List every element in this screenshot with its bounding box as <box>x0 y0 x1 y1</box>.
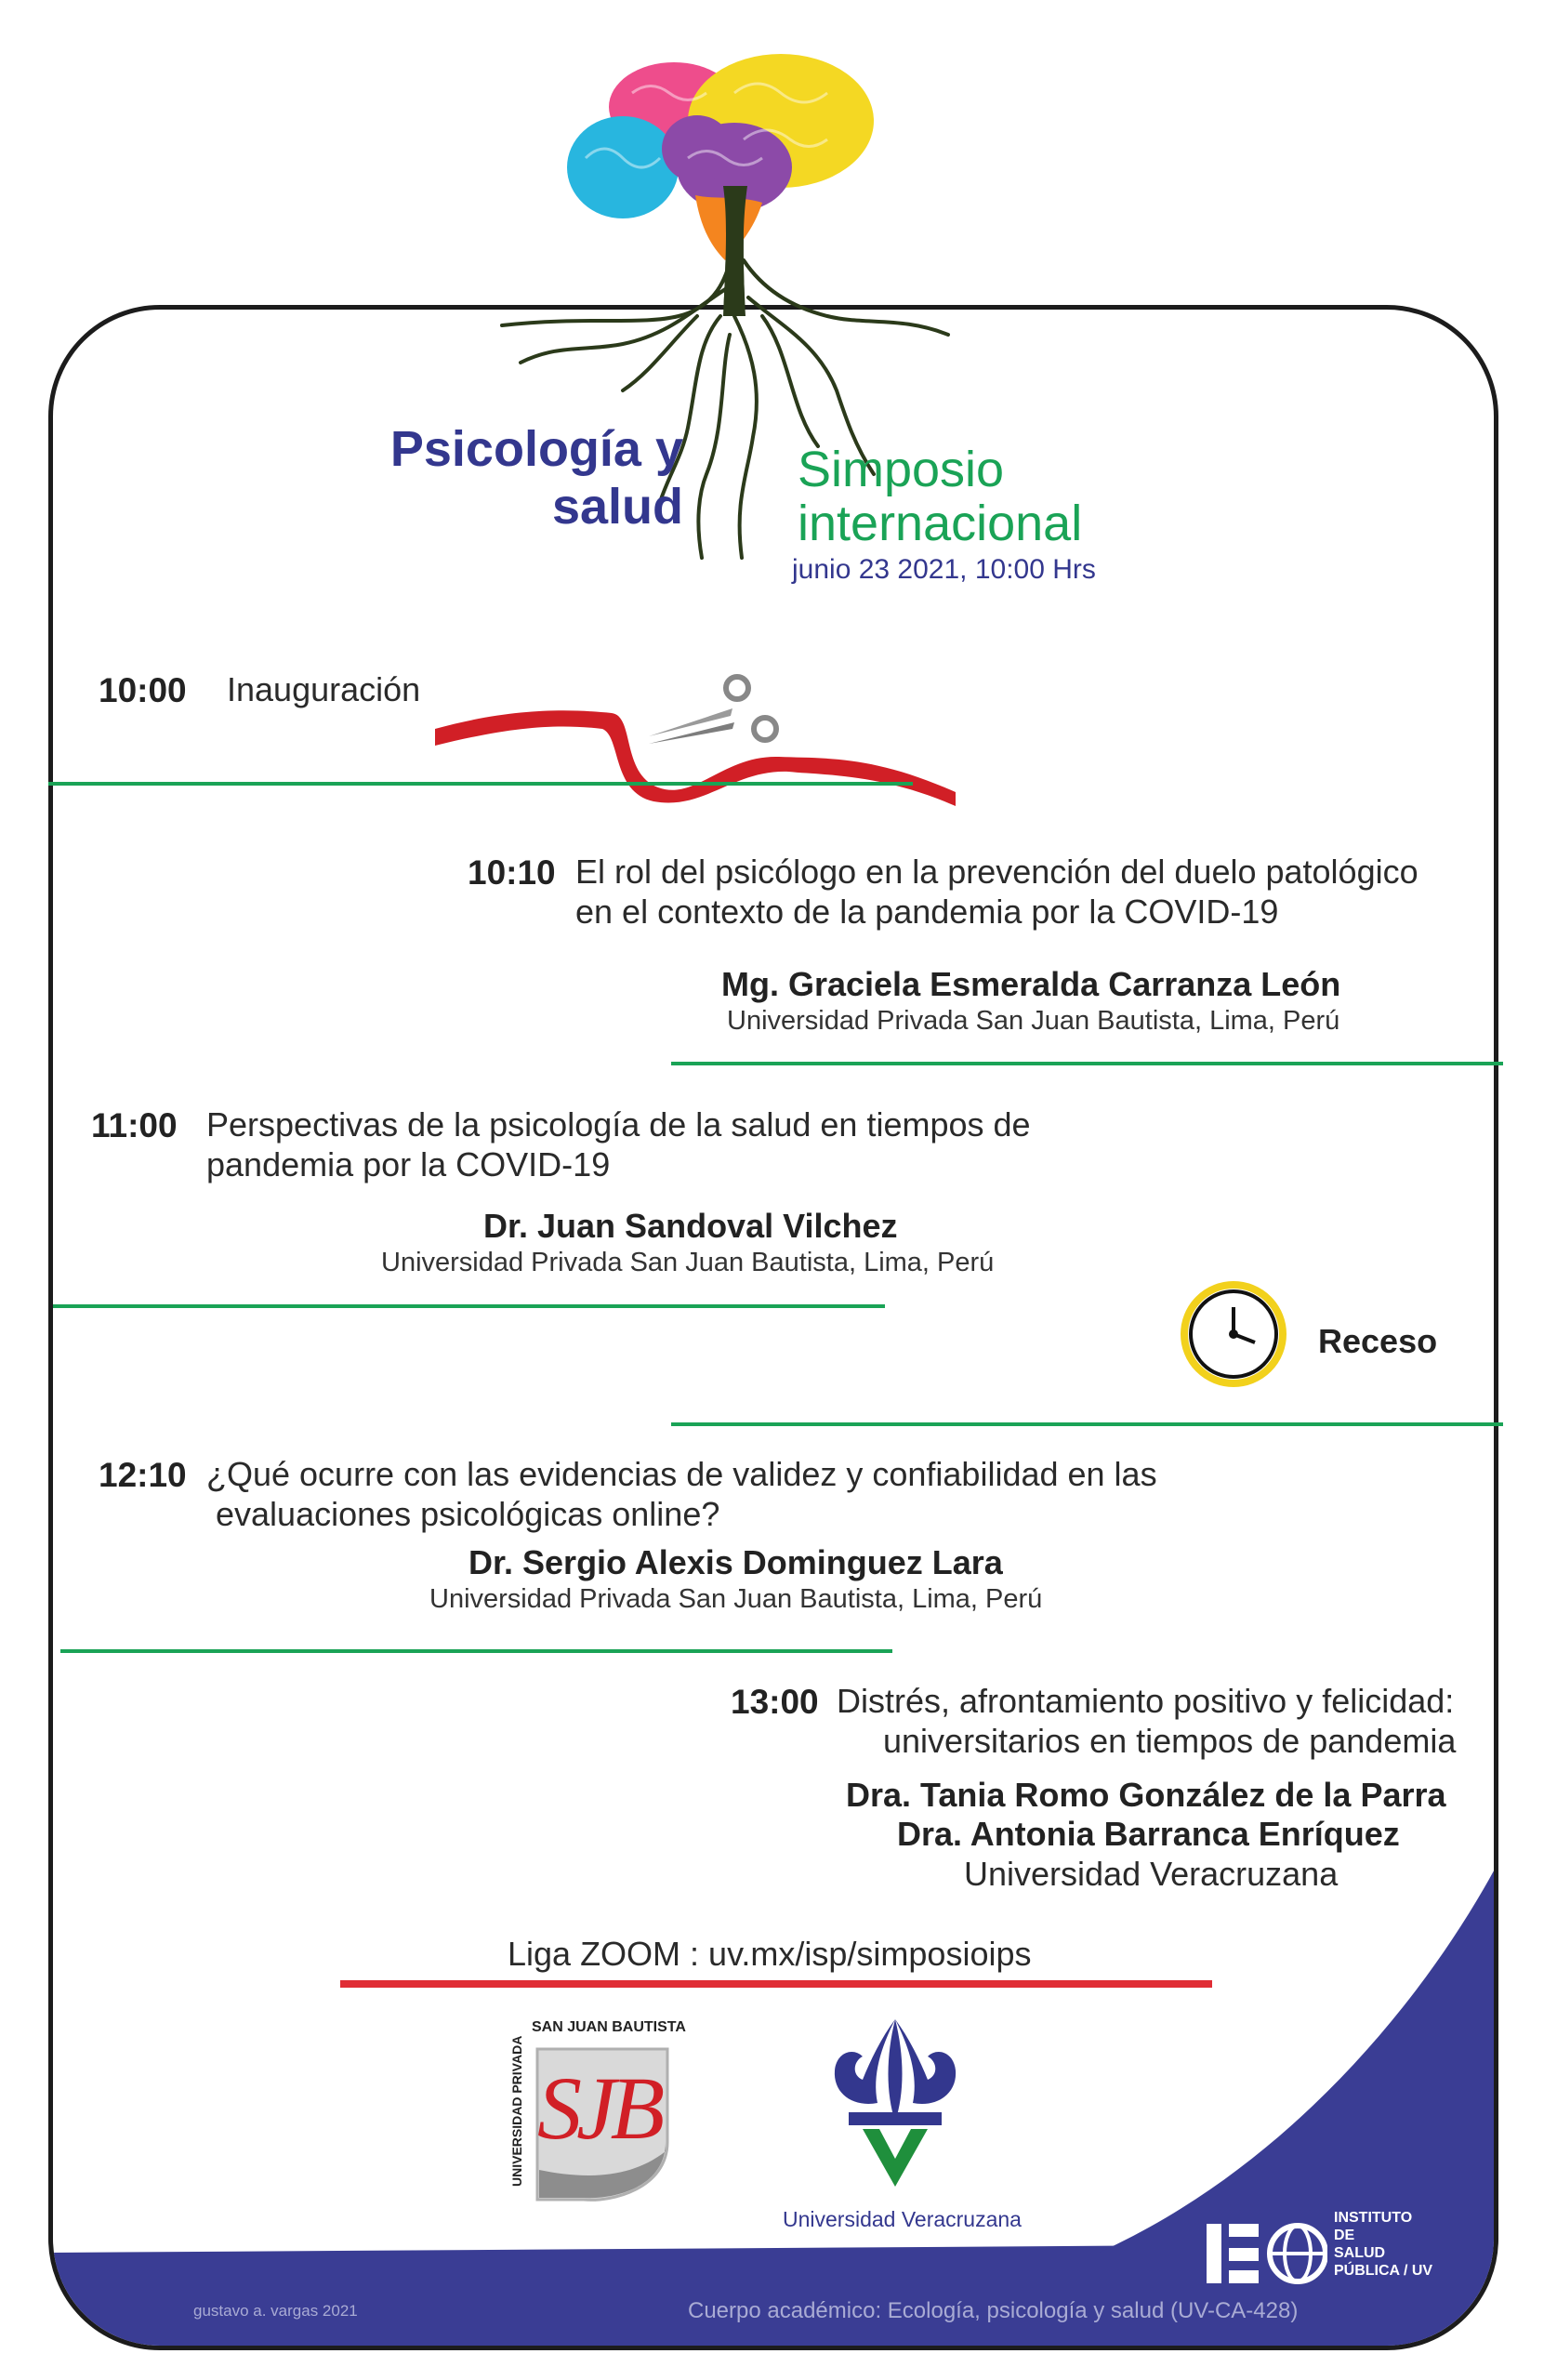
divider-4 <box>671 1422 1503 1426</box>
institution-dominguez: Universidad Privada San Juan Bautista, Lima, Perú <box>429 1584 1043 1614</box>
uv-fleur-de-lis-icon <box>825 2019 965 2196</box>
divider-5 <box>60 1649 892 1653</box>
talk-title-evidencias <box>206 1454 1157 1534</box>
talk-title-perspectivas-line1: Perspectivas de la psicología de la salud en tiempos de <box>206 1105 1031 1144</box>
speaker-romo: Dra. Tania Romo González de la Parra <box>846 1776 1446 1814</box>
talk-title-duelo-line2: en el contexto de la pandemia por la COVID-19 <box>575 892 1279 931</box>
talk-title-perspectivas <box>206 1104 1031 1184</box>
isp-name <box>1334 2209 1432 2280</box>
event-title-line2: salud <box>551 479 683 535</box>
time-1300: 13:00 <box>731 1683 819 1721</box>
event-subtitle-line1: Simposio <box>798 442 1005 497</box>
sjb-logo-top: SAN JUAN BAUTISTA <box>532 2019 686 2035</box>
divider-1 <box>48 782 913 786</box>
zoom-link[interactable]: Liga ZOOM : uv.mx/isp/simposioips <box>508 1935 1032 1973</box>
institution-carranza: Universidad Privada San Juan Bautista, Lima, Perú <box>727 1006 1340 1036</box>
talk-title-perspectivas-line2: pandemia por la COVID-19 <box>206 1145 611 1183</box>
talk-title-evidencias-line1: ¿Qué ocurre con las evidencias de validez y confiabilidad en las <box>206 1455 1157 1493</box>
sjb-mark: SJB <box>537 2058 660 2158</box>
time-1210: 12:10 <box>99 1456 187 1494</box>
academic-body: Cuerpo académico: Ecología, psicología y salud (UV-CA-428) <box>688 2298 1299 2323</box>
recess-label: Receso <box>1318 1322 1438 1360</box>
talk-title-distres-line2: universitarios en tiempos de pandemia <box>883 1722 1457 1760</box>
talk-title-distres <box>837 1681 1482 1761</box>
speaker-carranza: Mg. Graciela Esmeralda Carranza León <box>721 965 1341 1003</box>
divider-3 <box>53 1304 885 1308</box>
isp-name-line1: INSTITUTO <box>1334 2210 1413 2226</box>
sjb-logo-side: UNIVERSIDAD PRIVADA <box>509 2035 524 2187</box>
event-subtitle <box>798 443 1082 550</box>
talk-title-evidencias-line2: evaluaciones psicológicas online? <box>216 1495 720 1533</box>
time-1010: 10:10 <box>468 853 556 892</box>
time-1000: 10:00 <box>99 671 187 709</box>
isp-name-line4: PÚBLICA / UV <box>1334 2263 1433 2279</box>
zoom-underline <box>340 1980 1212 1988</box>
uv-name: Universidad Veracruzana <box>783 2207 1022 2231</box>
talk-title-inauguracion: Inauguración <box>227 670 421 708</box>
institution-sandoval: Universidad Privada San Juan Bautista, Lima, Perú <box>381 1248 995 1277</box>
divider-2 <box>671 1062 1503 1065</box>
event-title <box>279 420 683 536</box>
talk-title-duelo <box>575 852 1418 932</box>
ribbon-scissors-icon <box>435 671 965 811</box>
isp-globe-icon <box>1207 2216 1327 2291</box>
institution-uv: Universidad Veracruzana <box>964 1855 1339 1893</box>
event-subtitle-line2: internacional <box>798 496 1083 551</box>
event-title-line1: Psicología y <box>389 421 683 477</box>
isp-name-line3: SALUD <box>1334 2245 1386 2261</box>
clock-icon <box>1179 1279 1288 1389</box>
talk-title-distres-line1: Distrés, afrontamiento positivo y felicidad: <box>837 1682 1455 1720</box>
time-1100: 11:00 <box>91 1106 178 1144</box>
talk-title-duelo-line1: El rol del psicólogo en la prevención del duelo patológico <box>575 853 1418 891</box>
speaker-dominguez: Dr. Sergio Alexis Dominguez Lara <box>468 1543 1003 1581</box>
sjb-logo <box>509 2019 686 2205</box>
speaker-sandoval: Dr. Juan Sandoval Vilchez <box>483 1207 898 1245</box>
isp-name-line2: DE <box>1334 2228 1355 2243</box>
event-date: junio 23 2021, 10:00 Hrs <box>792 554 1096 585</box>
speaker-barranca: Dra. Antonia Barranca Enríquez <box>897 1815 1400 1853</box>
designer-credit: gustavo a. vargas 2021 <box>193 2302 358 2320</box>
